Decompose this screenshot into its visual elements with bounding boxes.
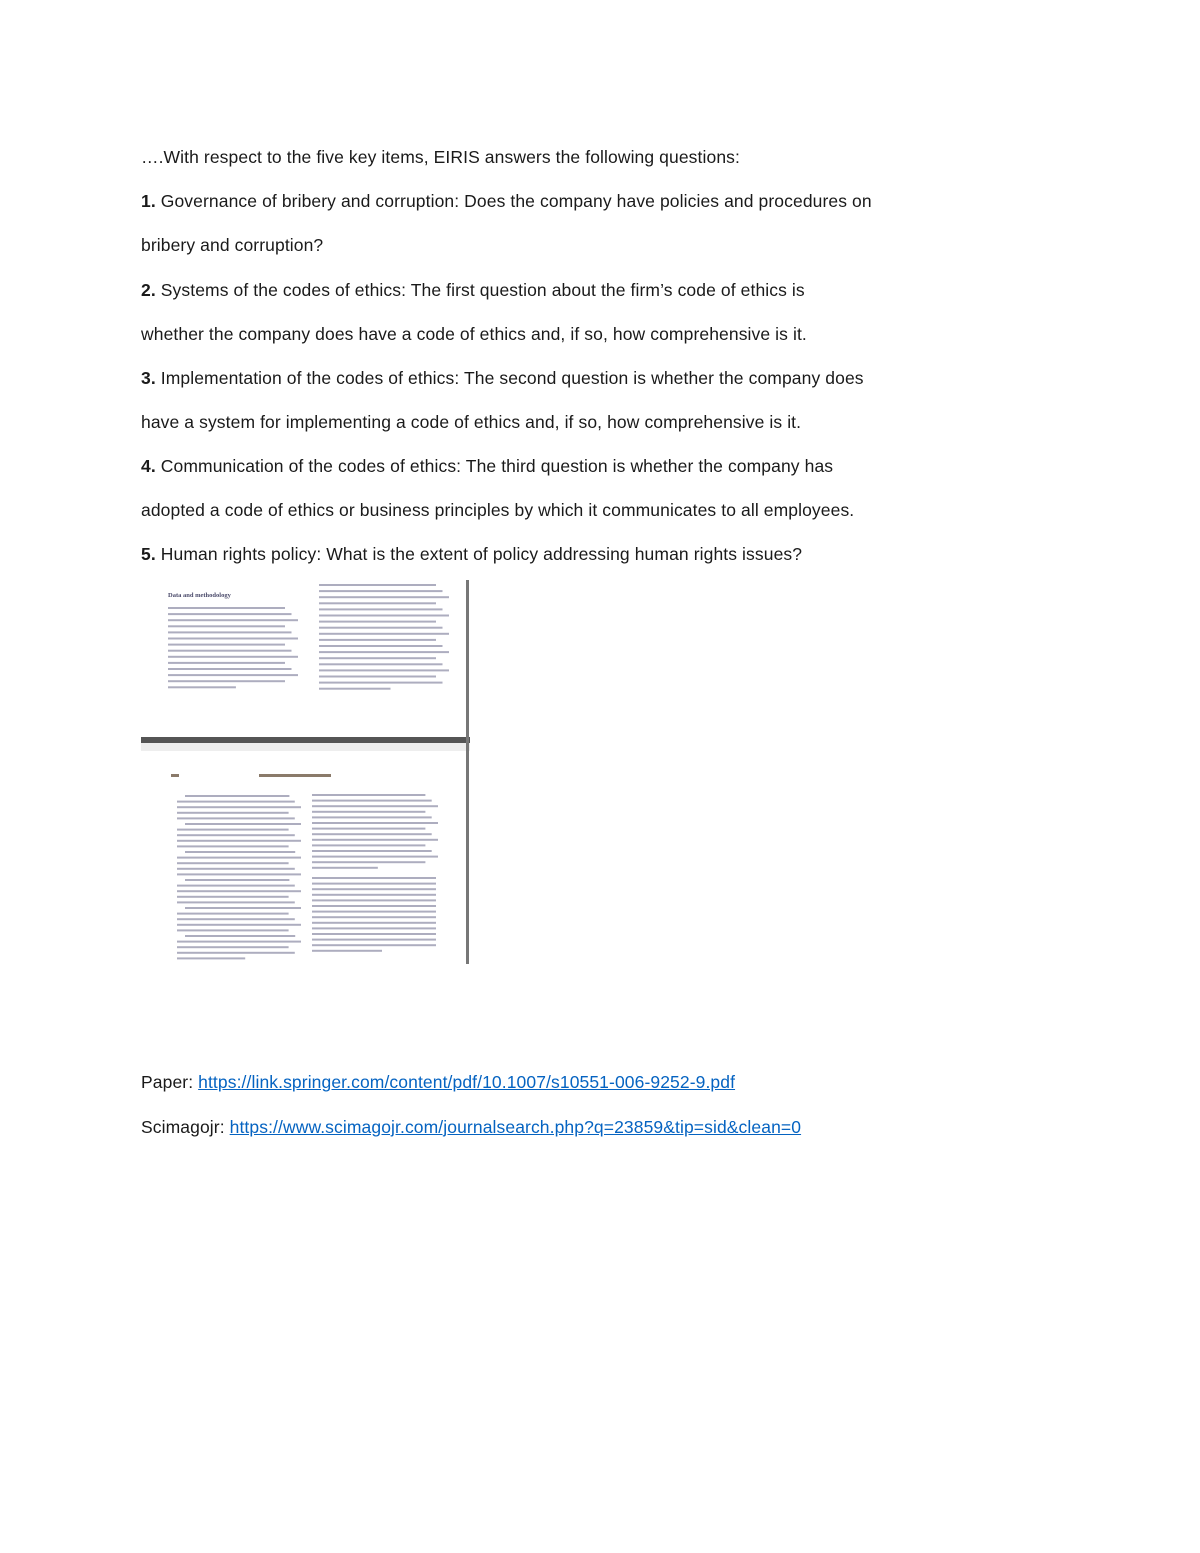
excerpt-text-line [312, 888, 436, 890]
item-3-line-2: have a system for implementing a code of ethics and, if so, how comprehensive is it. [141, 412, 802, 432]
excerpt-text-line [319, 688, 391, 690]
excerpt-text-line [312, 911, 436, 913]
paper-reference [141, 1071, 735, 1093]
excerpt-text-line [319, 645, 443, 647]
excerpt-text-line [177, 868, 295, 870]
excerpt-text-line [177, 957, 245, 959]
excerpt-text-line [177, 890, 301, 892]
item-3-text: Implementation of the codes of ethics: The second question is whether the company does [160, 368, 864, 388]
excerpt-text-line [312, 950, 382, 952]
scimago-label: Scimagojr: [141, 1117, 225, 1137]
item-4-line-2: adopted a code of ethics or business principles by which it communicates to all employees. [141, 500, 855, 520]
paper-excerpt-svg [141, 580, 470, 964]
excerpt-text-line [312, 816, 432, 818]
excerpt-page-divider [141, 737, 470, 743]
excerpt-text-line [177, 885, 295, 887]
excerpt-text-line [185, 823, 301, 825]
excerpt-text-line [168, 607, 285, 609]
excerpt-text-line [312, 839, 438, 841]
excerpt-text-line [312, 800, 432, 802]
excerpt-text-line [312, 828, 425, 830]
excerpt-heading: Data and methodology [168, 592, 231, 599]
paper-excerpt-image [141, 580, 470, 964]
excerpt-text-line [312, 861, 425, 863]
excerpt-text-line [312, 877, 436, 879]
item-4-line-1 [141, 455, 833, 477]
excerpt-text-line [312, 939, 436, 941]
intro-text: ….With respect to the five key items, EIRIS answers the following questions: [141, 147, 740, 167]
excerpt-text-line [319, 608, 443, 610]
excerpt-text-line [312, 844, 425, 846]
excerpt-text-line [177, 896, 289, 898]
excerpt-text-line [185, 879, 289, 881]
paper-label: Paper: [141, 1072, 194, 1092]
excerpt-text-line [312, 894, 436, 896]
item-1-text: Governance of bribery and corruption: Does the company have policies and procedures on [160, 191, 872, 211]
item-3-number: 3. [141, 368, 156, 388]
excerpt-text-line [185, 907, 301, 909]
excerpt-page-number [171, 774, 179, 777]
excerpt-text-line [177, 845, 289, 847]
excerpt-text-line [312, 933, 436, 935]
excerpt-text-line [177, 946, 289, 948]
excerpt-text-line [168, 625, 285, 627]
excerpt-text-line [168, 656, 298, 658]
excerpt-text-line [312, 899, 436, 901]
item-4-number: 4. [141, 456, 156, 476]
excerpt-text-line [312, 822, 438, 824]
excerpt-text-line [312, 833, 432, 835]
item-1-line-1 [141, 190, 872, 212]
excerpt-text-line [312, 922, 436, 924]
excerpt-text-line [319, 584, 436, 586]
excerpt-text-line [168, 631, 292, 633]
excerpt-text-line [168, 613, 292, 615]
excerpt-text-line [177, 801, 295, 803]
excerpt-text-line [177, 840, 301, 842]
excerpt-text-line [185, 935, 295, 937]
item-3-line-1 [141, 367, 864, 389]
excerpt-text-line [319, 633, 449, 635]
excerpt-text-line [168, 619, 298, 621]
excerpt-text-line [177, 817, 295, 819]
excerpt-text-line [319, 627, 443, 629]
excerpt-text-line [312, 883, 436, 885]
item-5-line-1 [141, 543, 802, 565]
excerpt-text-line [312, 794, 425, 796]
excerpt-text-line [312, 905, 436, 907]
item-2-line-1 [141, 279, 805, 301]
item-5-number: 5. [141, 544, 156, 564]
excerpt-page-edge [466, 580, 469, 964]
excerpt-text-line [177, 929, 289, 931]
excerpt-text-line [319, 682, 443, 684]
excerpt-text-line [319, 669, 449, 671]
excerpt-text-line [185, 851, 295, 853]
excerpt-text-line [319, 663, 443, 665]
excerpt-text-line [312, 856, 438, 858]
excerpt-text-line [177, 924, 301, 926]
excerpt-text-line [312, 927, 436, 929]
item-1-line-2: bribery and corruption? [141, 235, 324, 255]
excerpt-text-line [177, 873, 301, 875]
excerpt-text-line [168, 674, 298, 676]
excerpt-text-line [312, 811, 425, 813]
excerpt-text-line [319, 639, 436, 641]
excerpt-text-line [177, 901, 295, 903]
excerpt-text-line [319, 602, 436, 604]
excerpt-text-line [177, 918, 295, 920]
item-2-text: Systems of the codes of ethics: The first question about the firm’s code of ethics is [160, 280, 805, 300]
excerpt-text-line [319, 676, 436, 678]
excerpt-text-line [177, 913, 289, 915]
excerpt-text-line [319, 651, 449, 653]
excerpt-text-line [312, 850, 432, 852]
excerpt-text-line [319, 657, 436, 659]
excerpt-text-line [168, 668, 292, 670]
excerpt-text-line [319, 596, 449, 598]
excerpt-text-line [168, 662, 285, 664]
item-2-line-2: whether the company does have a code of ethics and, if so, how comprehensive is it. [141, 324, 807, 344]
excerpt-page-gap [141, 743, 470, 751]
excerpt-text-line [312, 944, 436, 946]
item-1-number: 1. [141, 191, 156, 211]
excerpt-text-line [177, 834, 295, 836]
excerpt-text-line [312, 867, 378, 869]
item-4-text: Communication of the codes of ethics: The third question is whether the company has [160, 456, 834, 476]
excerpt-text-line [312, 916, 436, 918]
excerpt-running-head [259, 774, 331, 777]
excerpt-text-line [177, 952, 295, 954]
excerpt-text-line [168, 644, 285, 646]
excerpt-text-line [177, 806, 301, 808]
excerpt-text-line [177, 857, 301, 859]
excerpt-text-line [319, 621, 436, 623]
excerpt-text-line [168, 686, 236, 688]
excerpt-text-line [319, 590, 443, 592]
item-5-text: Human rights policy: What is the extent of policy addressing human rights issues? [160, 544, 803, 564]
excerpt-text-line [168, 650, 292, 652]
excerpt-text-line [177, 862, 289, 864]
scimago-reference [141, 1116, 801, 1138]
excerpt-text-line [312, 805, 438, 807]
excerpt-text-line [168, 680, 285, 682]
excerpt-text-line [319, 615, 449, 617]
excerpt-text-line [177, 812, 289, 814]
excerpt-text-line [177, 941, 301, 943]
excerpt-text-line [185, 795, 289, 797]
excerpt-text-line [168, 638, 298, 640]
paper-link[interactable]: https://link.springer.com/content/pdf/10.1007/s10551-006-9252-9.pdf [198, 1072, 736, 1092]
excerpt-text-line [177, 829, 289, 831]
item-2-number: 2. [141, 280, 156, 300]
scimago-link[interactable]: https://www.scimagojr.com/journalsearch.php?q=23859&tip=sid&clean=0 [229, 1117, 802, 1137]
